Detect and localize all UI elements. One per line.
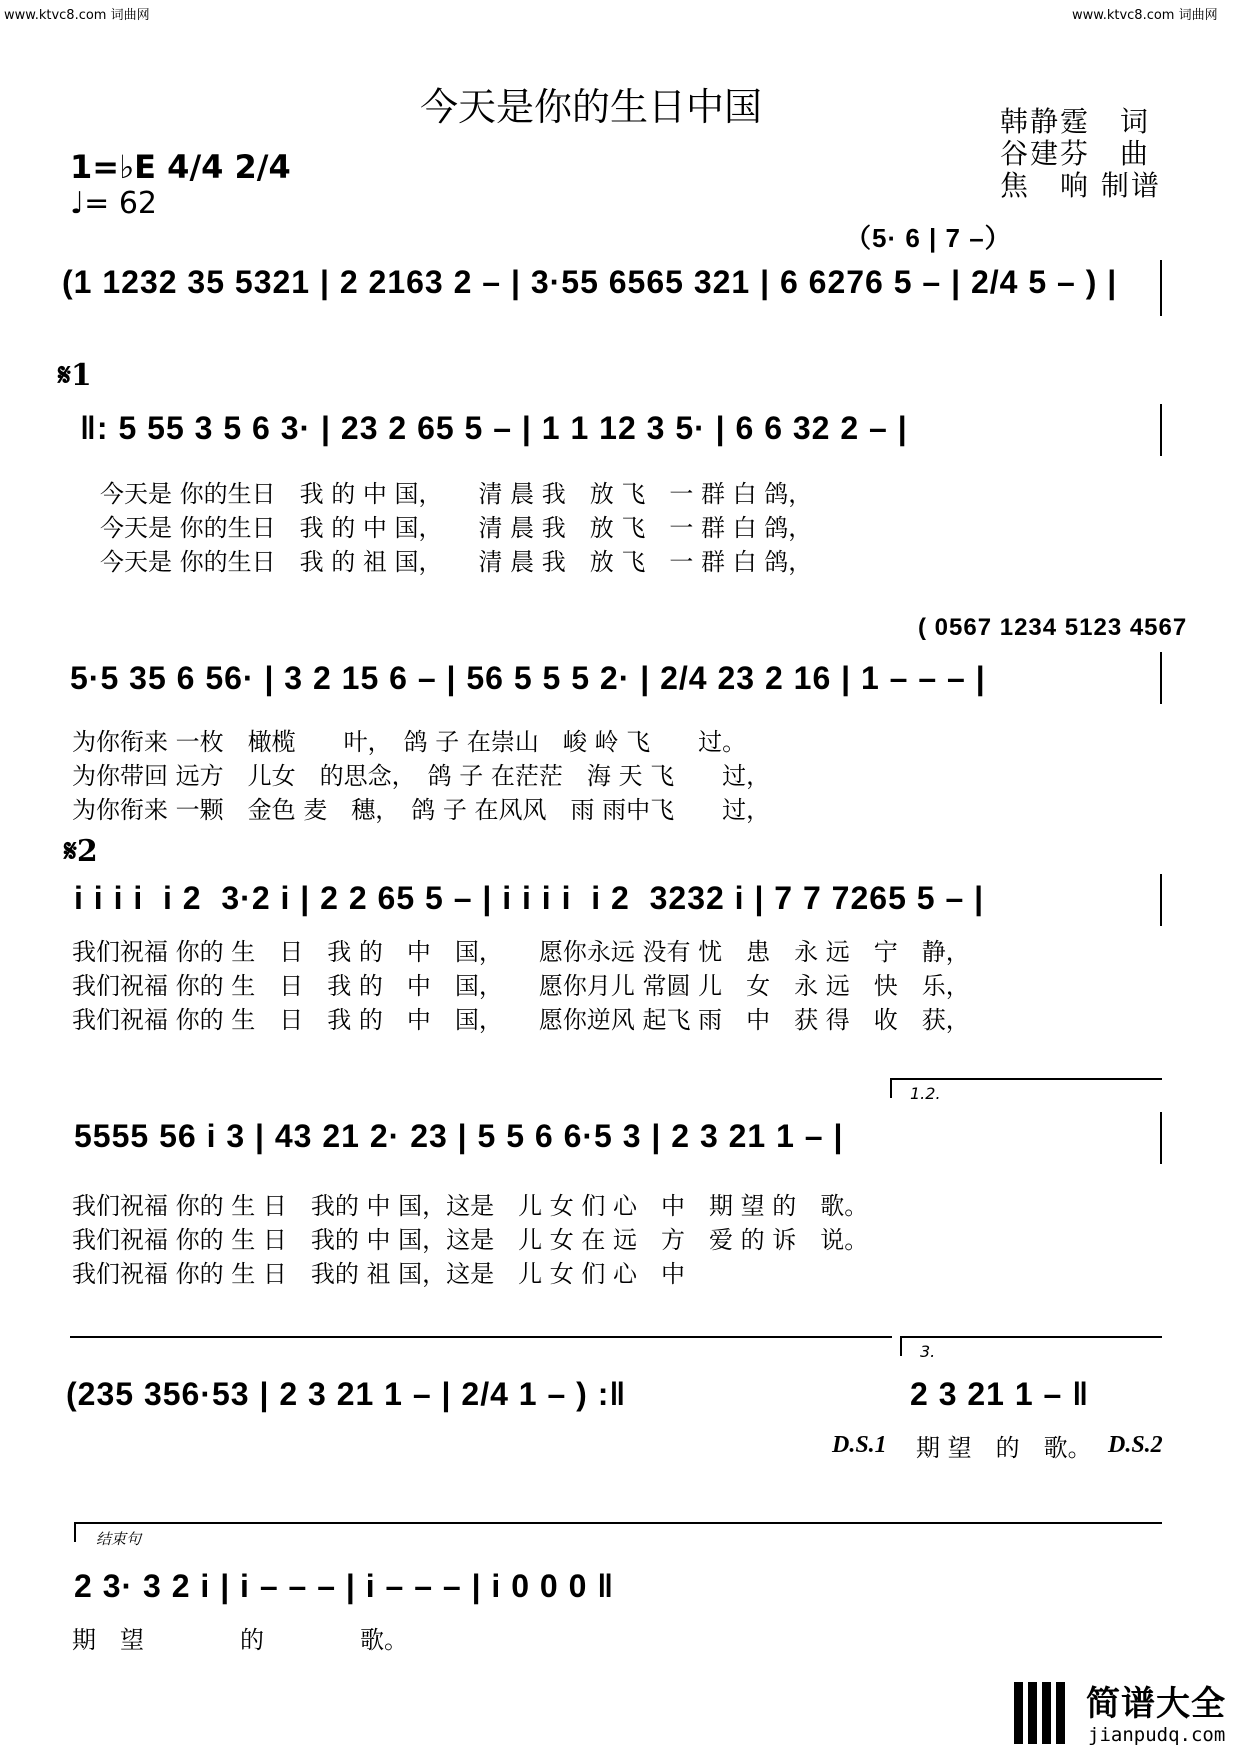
verse-1-lyric-line-1: 今天是 你的生日 我 的 中 国， 清 晨 我 放 飞 一 群 白 鸽， [100, 480, 813, 508]
verse-2-end-bar [1160, 652, 1162, 704]
repeat-bracket [70, 1336, 892, 1338]
chorus-staff-1: i i i i i 2 3·2 i | 2 2 65 5 – | i i i i i 2 3232 i | 7 7 7265 5 – | [74, 880, 985, 916]
interlude-staff: (235 356·53 | 2 3 21 1 – | 2/4 1 – ) :‖ [66, 1376, 627, 1412]
tempo-mark: ♩= 62 [70, 186, 157, 221]
chorus-staff-2: 5555 56 i 3 | 43 21 2· 23 | 5 5 6 6·5 3 | 2 3 21 1 – | [74, 1118, 844, 1154]
coda-staff: 2 3· 3 2 i | i – – – | i – – – | i 0 0 0 ‖ [74, 1568, 615, 1604]
volta-3-bracket-start [900, 1336, 902, 1356]
logo-name: 简谱大全 [1086, 1684, 1226, 1724]
verse-staff-1: ‖: 5 55 3 5 6 3· | 23 2 65 5 – | 1 1 12 3 5· | 6 6 32 2 – | [80, 410, 908, 446]
ending-3-lyrics: 期 望 的 歌。 [916, 1434, 1092, 1462]
verse-2-lyric-line-1: 为你衔来 一枚 橄榄 叶， 鸽 子 在崇山 峻 岭 飞 过。 [72, 728, 747, 756]
pickup-phrase: （5· 6 | 7 –） [845, 223, 1012, 253]
site-watermark-left: www.ktvc8.com 词曲网 [4, 8, 150, 23]
volta-1-2-bracket [890, 1078, 1162, 1080]
intro-end-bar [1160, 260, 1162, 316]
logo-url: jianpudq.com [1088, 1724, 1226, 1746]
volta-1-2-label: 1.2. [910, 1084, 941, 1103]
ds2-mark: D.S.2 [1108, 1432, 1163, 1458]
verse-2-lyric-line-2: 为你带回 远方 儿女 的思念， 鸽 子 在茫茫 海 天 飞 过， [72, 762, 771, 790]
verse-1-lyric-line-2: 今天是 你的生日 我 的 中 国， 清 晨 我 放 飞 一 群 白 鸽， [100, 514, 813, 542]
verse-1-end-bar [1160, 404, 1162, 456]
ds1-mark: D.S.1 [832, 1432, 887, 1458]
verse-2-lyric-line-3: 为你衔来 一颗 金色 麦 穗， 鸽 子 在风风 雨 雨中飞 过， [72, 796, 771, 824]
arranger-credit: 焦 响 制谱 [1000, 169, 1161, 202]
key-signature: 1=♭E 4/4 2/4 [70, 148, 291, 186]
chorus-1-end-bar [1160, 874, 1162, 926]
segno-1-mark: 𝄋1 [58, 358, 92, 393]
fill-phrase: ( 0567 1234 5123 4567 [918, 614, 1188, 641]
lyricist-credit: 韩静霆 词 [1000, 105, 1151, 138]
chorus-1-lyric-line-1: 我们祝福 你的 生 日 我 的 中 国， 愿你永远 没有 忧 患 永 远 宁 静， [72, 938, 970, 966]
song-title: 今天是你的生日中国 [420, 85, 763, 129]
coda-lyrics: 期 望 的 歌。 [72, 1626, 408, 1654]
chorus-2-lyric-line-3: 我们祝福 你的 生 日 我的 祖 国，这是 儿 女 们 心 中 [72, 1260, 686, 1288]
chorus-2-lyric-line-2: 我们祝福 你的 生 日 我的 中 国，这是 儿 女 在 远 方 爱 的 诉 说。 [72, 1226, 869, 1254]
volta-3-bracket [900, 1336, 1162, 1338]
volta-1-2-bracket-start [890, 1078, 892, 1098]
piano-keys-icon [1012, 1682, 1076, 1744]
site-logo [1012, 1676, 1234, 1752]
intro-staff: (1 1232 35 5321 | 2 2163 2 – | 3·55 6565 321 | 6 6276 5 – | 2/4 5 – ) | [62, 264, 1118, 300]
coda-bracket-start [74, 1522, 76, 1542]
verse-staff-2: 5·5 35 6 56· | 3 2 15 6 – | 56 5 5 5 2· | 2/4 23 2 16 | 1 – – – | [70, 660, 986, 696]
chorus-2-end-bar [1160, 1112, 1162, 1164]
composer-credit: 谷建芬 曲 [1000, 137, 1151, 170]
volta-3-label: 3. [920, 1342, 936, 1361]
chorus-2-lyric-line-1: 我们祝福 你的 生 日 我的 中 国，这是 儿 女 们 心 中 期 望 的 歌。 [72, 1192, 869, 1220]
verse-1-lyric-line-3: 今天是 你的生日 我 的 祖 国， 清 晨 我 放 飞 一 群 白 鸽， [100, 548, 813, 576]
coda-label: 结束句 [96, 1530, 142, 1548]
chorus-1-lyric-line-3: 我们祝福 你的 生 日 我 的 中 国， 愿你逆风 起飞 雨 中 获 得 收 获， [72, 1006, 970, 1034]
chorus-1-lyric-line-2: 我们祝福 你的 生 日 我 的 中 国， 愿你月儿 常圆 儿 女 永 远 快 乐， [72, 972, 970, 1000]
segno-2-mark: 𝄋2 [64, 834, 98, 869]
coda-bracket [74, 1522, 1162, 1524]
site-watermark-right: www.ktvc8.com 词曲网 [1072, 8, 1218, 23]
ending-3-staff: 2 3 21 1 – ‖ [910, 1376, 1090, 1412]
